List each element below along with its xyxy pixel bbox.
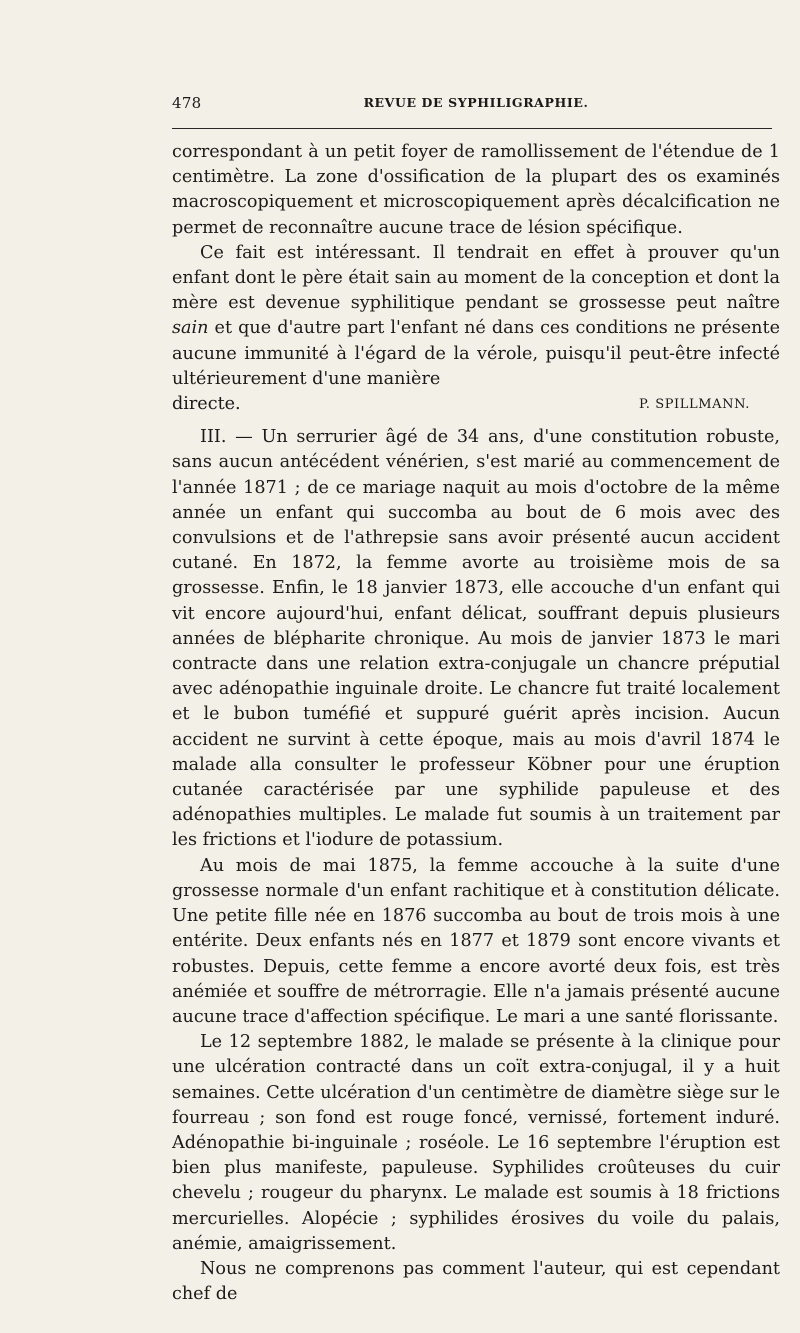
page-number: 478 [172, 94, 202, 112]
paragraph-2 [172, 241, 780, 392]
header-rule [172, 128, 772, 129]
paragraph-2-end: et que d'autre part l'enfant né dans ces conditions ne présente aucune immunité à l'égard de la vérole, puisqu'il peut-être infecté ultérieurement d'une manière [172, 318, 780, 389]
page-header [172, 94, 780, 114]
author-signature: P. SPILLMANN. [639, 397, 750, 413]
paragraph-4: Au mois de mai 1875, la femme accouche à la suite d'une grossesse normale d'un enfant rachitique et à constitution délicate. Une petite fille née en 1876 succomba au bout de trois mois à une entérite. Deux enfants nés en 1877 et 1879 sont encore vivants et robustes. Depuis, cette femme a encore avorté deux fois, est très anémiée et souffre de métrorragie. Elle n'a jamais présenté aucune aucune trace d'affection spécifique. Le mari a une santé florissante. [172, 855, 780, 1027]
paragraph-5: Le 12 septembre 1882, le malade se présente à la clinique pour une ulcération contracté dans un coït extra-conjugal, il y a huit semaines. Cette ulcération d'un centimètre de diamètre siège sur le fourreau ; son fond est rouge foncé, vernissé, fortement induré. Adénopathie bi-inguinale ; roséole. Le 16 septembre l'éruption est bien plus manifeste, papuleuse. Syphilides croûteuses du cuir chevelu ; rougeur du pharynx. Le malade est soumis à 18 frictions mercurielles. Alopécie ; syphilides érosives du voile du palais, anémie, amaigrissement. [172, 1032, 780, 1254]
paragraph-2-start: Ce fait est intéressant. Il tendrait en effet à prouver qu'un enfant dont le père était sain au moment de la conception et dont la mère est devenue syphilitique pendant se grossesse peut naître [172, 242, 780, 314]
signature-line [172, 392, 780, 417]
paragraph-3: III. — Un serrurier âgé de 34 ans, d'une constitution robuste, sans aucun antécédent vénérien, s'est marié au commencement de l'année 1871 ; de ce mariage naquit au mois d'octobre de la même année un enfant qui succomba au bout de 6 mois avec des convulsions et de l'athrepsie sans avoir présenté aucun accident cutané. En 1872, la femme avorte au troisième mois de sa grossesse. Enfin, le 18 janvier 1873, elle accouche d'un enfant qui vit encore aujourd'hui, enfant délicat, souffrant depuis plusieurs années de blépharite chronique. Au mois de janvier 1873 le mari contracte dans une relation extra-conjugale un chancre préputial avec adénopathie inguinale droite. Le chancre fut traité localement et le bubon tuméfié et suppuré guérit après incision. Aucun accident ne survint à cette époque, mais au mois d'avril 1874 le malade alla consulter le professeur Köbner pour une éruption cutanée caractérisée par une syphilide papuleuse et des adénopathies multiples. Le malade fut soumis à un traitement par les frictions et l'iodure de potassium. [172, 427, 780, 851]
body-text [172, 140, 780, 1307]
paragraph-6: Nous ne comprenons pas comment l'auteur, qui est cependant chef de [172, 1258, 780, 1305]
running-title: REVUE DE SYPHILIGRAPHIE. [363, 95, 589, 110]
emphasis-sain: sain [172, 318, 209, 339]
paragraph-2-last-word: directe. [172, 394, 241, 415]
paragraph-1: correspondant à un petit foyer de ramollissement de l'étendue de 1 centimètre. La zone d'ossification de la plupart des os examinés macroscopiquement et microscopiquement après décalcification ne permet de reconnaître aucune trace de lésion spécifique. [172, 142, 780, 238]
